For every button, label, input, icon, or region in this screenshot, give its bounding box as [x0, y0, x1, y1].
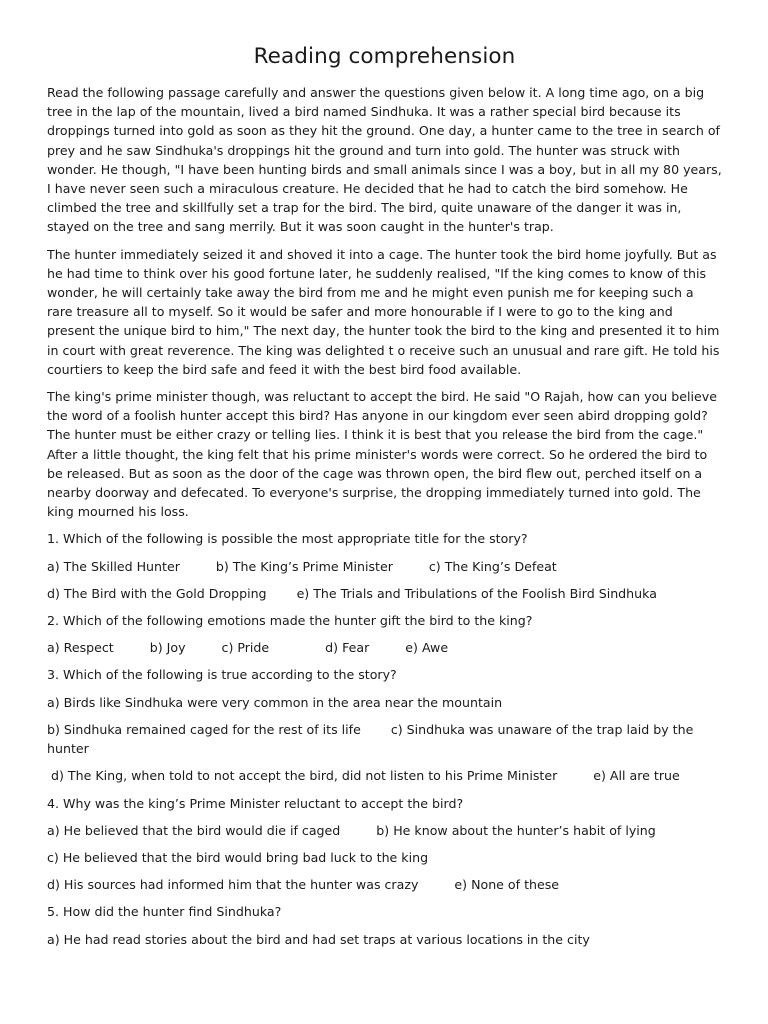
q4-option-a: a) He believed that the bird would die if caged	[47, 822, 341, 838]
page-title: Reading comprehension	[253, 44, 516, 69]
question-3-options-row-3	[47, 766, 722, 785]
q2-option-a: a) Respect	[47, 640, 114, 656]
question-1-options-row-2	[47, 584, 722, 603]
q5-option-a: a) He had read stories about the bird and had set traps at various locations in the city	[47, 931, 590, 947]
question-1: 1. Which of the following is possible the most appropriate title for the story?	[47, 531, 528, 547]
q4-option-d: d) His sources had informed him that the hunter was crazy	[47, 877, 419, 893]
question-5: 5. How did the hunter find Sindhuka?	[47, 904, 282, 920]
q3-option-c: c) Sindhuka was unaware of the trap laid by the hunter	[47, 721, 694, 757]
q1-option-e: e) The Trials and Tribulations of the Foolish Bird Sindhuka	[296, 585, 657, 601]
passage-paragraph-2: The hunter immediately seized it and shoved it into a cage. The hunter took the bird home joyfully. But as he had time to think over his good fortune later, he suddenly realised, "If the king comes to know of this wonder, he will certainly take away the bird from me and he might even punish me for keeping such a rare treasure all to myself. So it would be safer and more honourable if I were to go to the king and present the unique bird to him," The next day, the hunter took the bird to the king and presented it to him in court with great reverence. The king was delighted t o receive such an unusual and rare gift. He told his courtiers to keep the bird safe and feed it with the best bird food available.	[47, 246, 720, 377]
q1-option-b: b) The King’s Prime Minister	[215, 558, 393, 574]
q3-option-e: e) All are true	[593, 768, 680, 784]
question-4: 4. Why was the king’s Prime Minister reluctant to accept the bird?	[47, 795, 464, 811]
q1-option-d: d) The Bird with the Gold Dropping	[47, 585, 267, 601]
q1-option-c: c) The King’s Defeat	[428, 558, 557, 574]
q3-option-b: b) Sindhuka remained caged for the rest of its life	[47, 721, 361, 737]
q2-option-d: d) Fear	[325, 640, 370, 656]
passage-paragraph-1: Read the following passage carefully and answer the questions given below it. A long time ago, on a big tree in the lap of the mountain, lived a bird named Sindhuka. It was a rather special bird because its droppings turned into gold as soon as they hit the ground. One day, a hunter came to the tree in search of prey and he saw Sindhuka's droppings hit the ground and turn into gold. The hunter was struck with wonder. He though, "I have been hunting birds and small animals since I was a boy, but in all my 80 years, I have never seen such a miraculous creature. He decided that he had to catch the bird somehow. He climbed the tree and skillfully set a trap for the bird. The bird, quite unaware of the danger it was in, stayed on the tree and sang merrily. But it was soon caught in the hunter's trap.	[47, 85, 722, 235]
q2-option-e: e) Awe	[405, 640, 449, 656]
q4-option-b: b) He know about the hunter’s habit of lying	[376, 822, 656, 838]
question-4-options-row-1	[47, 821, 722, 840]
question-2-options-row	[47, 638, 722, 657]
q3-option-a: a) Birds like Sindhuka were very common in the area near the mountain	[47, 694, 503, 710]
q3-option-d: d) The King, when told to not accept the bird, did not listen to his Prime Minister	[51, 768, 558, 784]
question-3-options-row-2	[47, 720, 722, 758]
passage-paragraph-3: The king's prime minister though, was reluctant to accept the bird. He said "O Rajah, how can you believe the word of a foolish hunter accept this bird? Has anyone in our kingdom ever seen abird dropping gold? The hunter must be either crazy or telling lies. I think it is best that you release the bird from the cage." After a little thought, the king felt that his prime minister's words were correct. So he ordered the bird to be released. But as soon as the door of the cage was thrown open, the bird flew out, perched itself on a nearby doorway and defecated. To everyone's surprise, the dropping immediately turned into gold. The king mourned his loss.	[47, 389, 717, 520]
q4-option-c: c) He believed that the bird would bring bad luck to the king	[47, 849, 429, 865]
q2-option-c: c) Pride	[221, 640, 270, 656]
question-2: 2. Which of the following emotions made the hunter gift the bird to the king?	[47, 613, 533, 629]
question-4-options-row-3	[47, 875, 722, 894]
q1-option-a: a) The Skilled Hunter	[47, 558, 180, 574]
question-1-options-row-1	[47, 557, 722, 576]
question-3: 3. Which of the following is true according to the story?	[47, 667, 397, 683]
q4-option-e: e) None of these	[454, 877, 560, 893]
q2-option-b: b) Joy	[149, 640, 186, 656]
